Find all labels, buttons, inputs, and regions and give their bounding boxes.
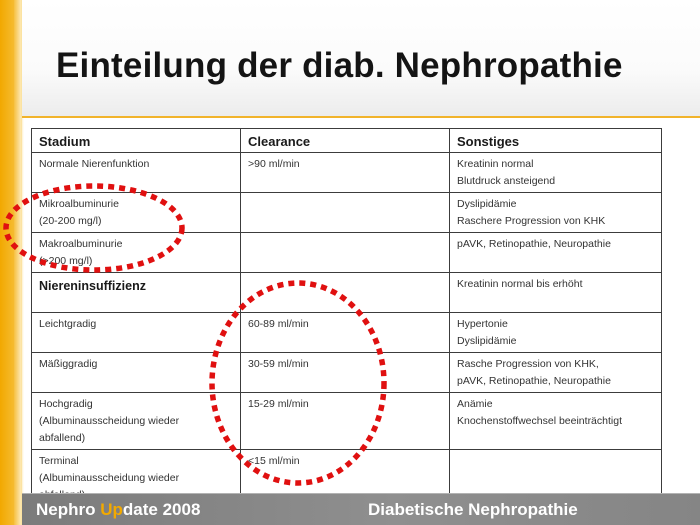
cell-stadium: Leichtgradig xyxy=(32,313,241,353)
cell-sonstiges: Dyslipidämie Raschere Progression von KHK xyxy=(450,193,662,233)
table-row xyxy=(32,393,662,450)
cell-clearance: 30-59 ml/min xyxy=(241,353,450,393)
cell-clearance: <15 ml/min xyxy=(241,450,450,507)
cell-clearance xyxy=(241,193,450,233)
cell-sonstiges: pAVK, Retinopathie, Neuropathie xyxy=(450,233,662,273)
table-row xyxy=(32,313,662,353)
cell-stadium: Mikroalbuminurie (20-200 mg/l) xyxy=(32,193,241,233)
cell-clearance xyxy=(241,233,450,273)
cell-sonstiges: Hypertonie Dyslipidämie xyxy=(450,313,662,353)
header-stadium: Stadium xyxy=(32,129,241,153)
cell-sonstiges: Rasche Progression von KHK, pAVK, Retinopathie, Neuropathie xyxy=(450,353,662,393)
cell-clearance xyxy=(241,273,450,313)
table-row xyxy=(32,353,662,393)
footer-topic: Diabetische Nephropathie xyxy=(368,500,578,519)
cell-sonstiges: Kreatinin normal Blutdruck ansteigend xyxy=(450,153,662,193)
left-accent-bar xyxy=(0,0,22,525)
title-area xyxy=(22,0,700,118)
footer-bar xyxy=(22,493,700,525)
table-row xyxy=(32,153,662,193)
cell-sonstiges: Kreatinin normal bis erhöht xyxy=(450,273,662,313)
table-row xyxy=(32,273,662,313)
page-title: Einteilung der diab. Nephropathie xyxy=(56,46,623,85)
section-label-niereninsuffizienz: Niereninsuffizienz xyxy=(32,273,241,313)
footer-brand: Nephro Update 2008 xyxy=(36,500,201,519)
cell-stadium: Terminal (Albuminausscheidung wieder xyxy=(32,450,241,507)
cell-clearance: >90 ml/min xyxy=(241,153,450,193)
cell-stadium: Normale Nierenfunktion xyxy=(32,153,241,193)
table-row xyxy=(32,233,662,273)
nephropathy-table xyxy=(31,128,662,507)
cell-stadium: Mäßiggradig xyxy=(32,353,241,393)
cell-stadium: Hochgradig (Albuminausscheidung wieder abfallend) xyxy=(32,393,241,450)
header-sonstiges: Sonstiges xyxy=(450,129,662,153)
cell-stadium: Makroalbuminurie (>200 mg/l) xyxy=(32,233,241,273)
header-clearance: Clearance xyxy=(241,129,450,153)
cell-clearance: 60-89 ml/min xyxy=(241,313,450,353)
table-header-row xyxy=(32,129,662,153)
cell-clearance: 15-29 ml/min xyxy=(241,393,450,450)
table-row xyxy=(32,193,662,233)
cell-sonstiges: Anämie Knochenstoffwechsel beeinträchtigt xyxy=(450,393,662,450)
